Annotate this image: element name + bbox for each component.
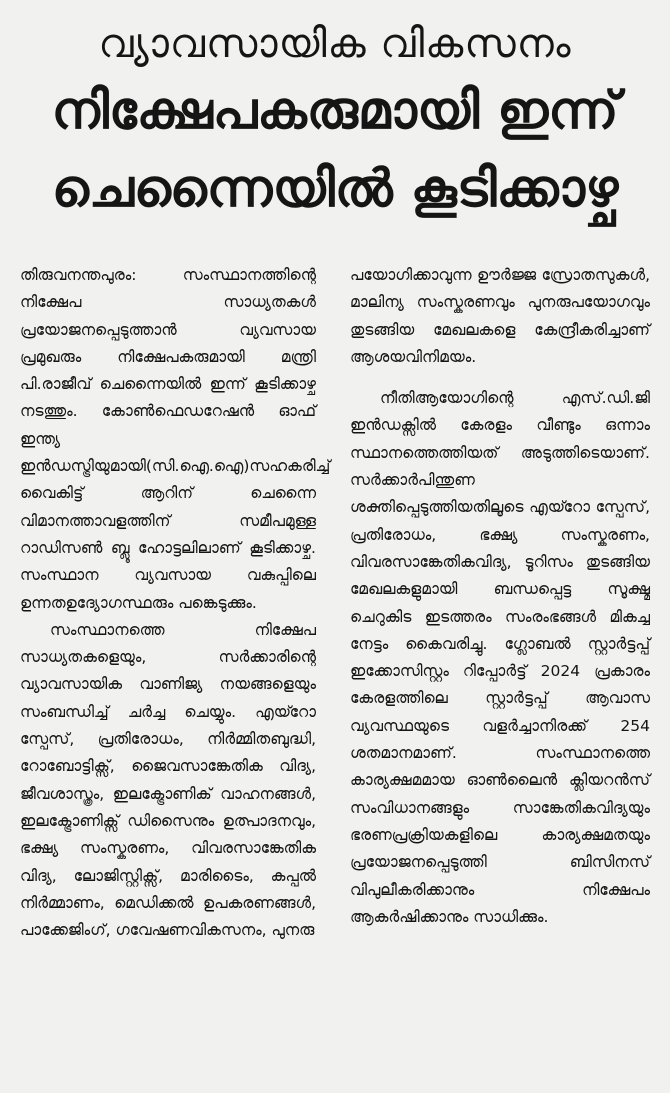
right-column	[350, 262, 650, 944]
article-kicker: വ്യാവസായിക വികസനം	[98, 21, 572, 67]
right-paragraph-2: നീതിആയോഗിന്റെ എസ്.ഡി.ജി ഇൻഡക്സിൽ കേരളം വീണ്ടും ഒന്നാം സ്ഥാനത്തെത്തിയത് അടുത്തിടെയാണ്. സർക്കാർപിന്തുണ ശക്തിപ്പെടുത്തിയതിലൂടെ എയ്റോ സ്പേസ്, പ്രതിരോധം, ഭക്ഷ്യ സംസ്കരണം, വിവരസാങ്കേതികവിദ്യ, ടൂറിസം തുടങ്ങിയ മേഖലകളുമായി ബന്ധപ്പെട്ട സൂക്ഷ്മ ചെറുകിട ഇടത്തരം സംരംഭങ്ങൾ മികച്ച നേട്ടം കൈവരിച്ചു. ഗ്ലോബൽ സ്റ്റാർട്ടപ്പ് ഇക്കോസിസ്റ്റം റിപ്പോർട്ട് 2024 പ്രകാരം കേരളത്തിലെ സ്റ്റാർട്ടപ്പ് ആവാസ വ്യവസ്ഥയുടെ വളർച്ചാനിരക്ക് 254 ശതമാനമാണ്. സംസ്ഥാനത്തെ കാര്യക്ഷമമായ ഓൺലൈൻ ക്ലിയറൻസ് സംവിധാനങ്ങളും സാങ്കേതികവിദ്യയും ഭരണപ്രക്രിയകളിലെ കാര്യക്ഷമതയും പ്രയോജനപ്പെടുത്തി ബിസിനസ് വിപുലീകരിക്കാനും നിക്ഷേപം ആകർഷിക്കാനും സാധിക്കും.	[350, 389, 650, 926]
article-body	[20, 262, 650, 944]
left-paragraph-2: സംസ്ഥാനത്തെ നിക്ഷേപ സാധ്യതകളെയും, സർക്കാരിന്റെ വ്യാവസായിക വാണിജ്യ നയങ്ങളെയും സംബന്ധിച്ച് ചർച്ച ചെയ്യും. എയ്റോ സ്പേസ്, പ്രതിരോധം, നിർമ്മിതബുദ്ധി, റോബോട്ടിക്സ്, ജൈവസാങ്കേതിക വിദ്യ, ജീവശാസ്ത്രം, ഇലക്ട്രോണിക് വാഹനങ്ങൾ, ഇലക്ട്രോണിക്സ് ഡിസൈനും ഉത്പാദനവും, ഭക്ഷ്യ സംസ്കരണം, വിവരസാങ്കേതിക വിദ്യ, ലോജിസ്റ്റിക്സ്, മാരിടൈം, കപ്പൽ നിർമ്മാണം, മെഡിക്കൽ ഉപകരണങ്ങൾ, പാക്കേജിംഗ്, ഗവേഷണവികസനം, പുനരു	[20, 620, 316, 940]
headline-line-2: ചെന്നൈയിൽ കൂടിക്കാഴ്ച	[51, 159, 619, 219]
left-column	[20, 262, 331, 944]
headline-line-1: നിക്ഷേപകരുമായി ഇന്ന്	[51, 81, 619, 141]
left-paragraph-1: തിരുവനന്തപുരം: സംസ്ഥാനത്തിന്റെ നിക്ഷേപ സാധ്യതകൾ പ്രയോജനപ്പെടുത്താൻ വ്യവസായ പ്രമുഖരും നിക്ഷേപകരുമായി മന്ത്രി പി.രാജീവ് ചെന്നൈയിൽ ഇന്ന് കൂടിക്കാഴ്ച നടത്തും. കോൺഫെഡറേഷൻ ഓഫ് ഇന്ത്യ ഇൻഡസ്ട്രിയുമായി(സി.ഐ.ഐ)സഹകരിച്ച് വൈകിട്ട് ആറിന് ചെന്നൈ വിമാനത്താവളത്തിന് സമീപമുള്ള റാഡിസൺ ബ്ലൂ ഹോട്ടലിലാണ് കൂടിക്കാഴ്ച. സംസ്ഥാന വ്യവസായ വകുപ്പിലെ ഉന്നതഉദ്യോഗസ്ഥരും പങ്കെടുക്കും.	[20, 266, 331, 612]
right-paragraph-1: പയോഗിക്കാവുന്ന ഊർജ്ജ സ്രോതസുകൾ, മാലിന്യ സംസ്കരണവും പുനരുപയോഗവും തുടങ്ങിയ മേഖലകളെ കേന്ദ്രീകരിച്ചാണ് ആശയവിനിമയം.	[350, 266, 650, 366]
